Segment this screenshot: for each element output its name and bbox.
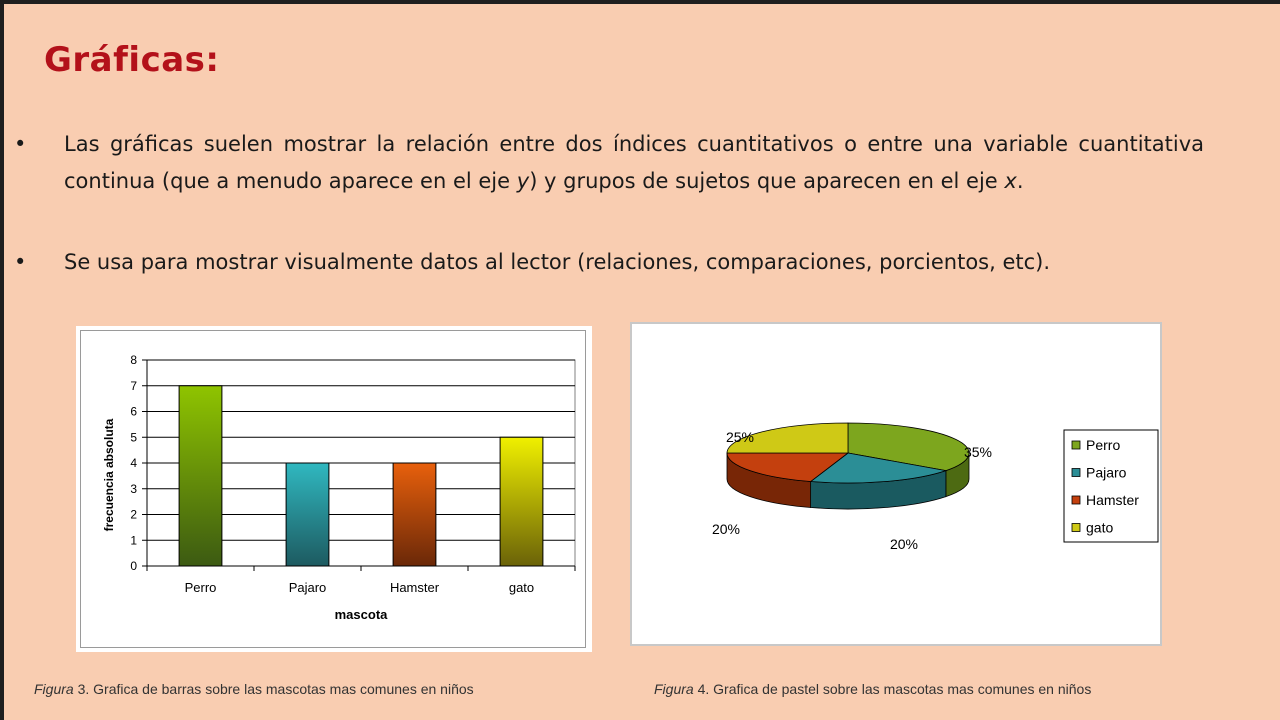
pie-data-label: 25% (725, 429, 755, 445)
bullet-dot: • (14, 132, 27, 156)
y-tick-label: 7 (130, 378, 137, 393)
legend-label: Perro (1086, 437, 1121, 453)
y-tick-label: 1 (130, 533, 137, 548)
bullet-item (14, 244, 1204, 281)
bar-hamster (393, 463, 436, 566)
y-axis-label: frecuencia absoluta (102, 418, 116, 532)
pie-chart (632, 324, 1160, 644)
legend-swatch (1072, 524, 1080, 532)
y-tick-label: 4 (130, 456, 137, 470)
legend-label: Hamster (1086, 492, 1139, 508)
y-tick-label: 8 (130, 353, 137, 367)
bar-gato (500, 437, 543, 566)
figure-caption: Figura 3. Grafica de barras sobre las mascotas mas comunes en niños (34, 681, 474, 697)
y-tick-label: 6 (130, 404, 137, 419)
y-tick-label: 0 (130, 559, 137, 573)
pie-data-label: 35% (963, 444, 993, 460)
x-tick-label: Pajaro (288, 580, 327, 595)
legend-label: Pajaro (1086, 464, 1127, 481)
legend-swatch (1072, 496, 1080, 504)
pie-data-label: 20% (711, 521, 741, 537)
bar-chart-panel (76, 326, 592, 652)
bullet-dot: • (14, 250, 27, 274)
y-tick-label: 3 (130, 481, 137, 496)
x-tick-label: Perro (184, 580, 217, 595)
pie-chart-panel (630, 322, 1162, 646)
bullet-item (14, 126, 1204, 200)
legend-label: gato (1086, 519, 1114, 536)
slide-title: Gráficas: (44, 40, 220, 80)
slide (4, 4, 1280, 720)
bullet-text: Las gráficas suelen mostrar la relación entre dos índices cuantitativos o entre una variable cuantitativa continua (que a menudo aparece en el eje y) y grupos de sujetos que aparecen en el eje x. (64, 132, 1204, 193)
pie-legend (1064, 430, 1158, 542)
bar-chart (81, 331, 585, 647)
bullet-text: Se usa para mostrar visualmente datos al lector (relaciones, comparaciones, porcientos, etc). (64, 250, 1051, 274)
y-tick-label: 5 (130, 430, 137, 445)
x-axis-label: mascota (334, 607, 388, 622)
bar-pajaro (286, 463, 329, 566)
figure-caption: Figura 4. Grafica de pastel sobre las mascotas mas comunes en niños (654, 681, 1092, 697)
y-tick-label: 2 (130, 507, 137, 522)
legend-swatch (1072, 441, 1080, 449)
legend-swatch (1072, 469, 1080, 477)
bar-perro (179, 386, 222, 566)
x-tick-label: gato (508, 580, 535, 595)
x-tick-label: Hamster (389, 580, 440, 595)
pie-data-label: 20% (889, 536, 919, 552)
